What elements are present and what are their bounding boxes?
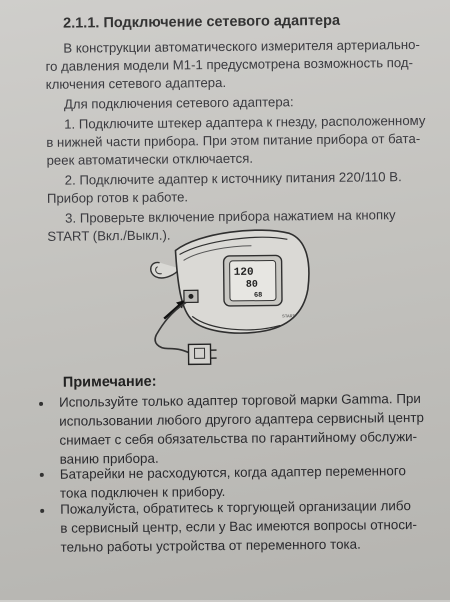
- note-heading: Примечание:: [63, 374, 157, 391]
- step1-line-2: в нижней части прибора. При этом питание прибора от батa-: [46, 130, 420, 152]
- step1-line-1: 1. Подключите штекер адаптера к гнезду, расположенному: [64, 112, 425, 134]
- bullet1-line-2: использовании любого другого адаптера сервисный центр: [59, 408, 424, 431]
- bullet-dot: [39, 402, 43, 406]
- lead-text: Для подключения сетевого адаптера:: [64, 93, 294, 114]
- bullet3-line-1: Пожалуйста, обратитесь к торгующей организации либо: [60, 496, 411, 519]
- device-illustration: [139, 219, 321, 371]
- display-diastolic: 80: [246, 280, 258, 291]
- step2-line-2: Прибор готов к работе.: [47, 188, 188, 208]
- intro-line-3: ключения сетевого адаптера.: [46, 74, 227, 94]
- step1-line-3: реек автоматически отключается.: [46, 150, 253, 171]
- step2-line-1: 2. Подключите адаптер к источнику питания 220/110 В.: [65, 168, 402, 190]
- intro-line-2: го давления модели M1-1 предусмотрена возможность под-: [45, 54, 413, 76]
- display-pulse: 68: [254, 292, 262, 300]
- intro-line-1: В конструкции автоматического измерителя артериально-: [63, 36, 420, 58]
- bullet2-line-1: Батарейки не расходуются, когда адаптер переменного: [60, 461, 406, 484]
- bullet-dot: [40, 509, 44, 513]
- bullet3-line-3: тельно работы устройства от переменного тока.: [60, 535, 360, 557]
- step3-line-2: START (Вкл./Выкл.).: [47, 227, 170, 247]
- display-systolic: 120: [234, 267, 254, 279]
- section-heading: 2.1.1. Подключение сетевого адаптера: [63, 13, 340, 32]
- bullet1-line-4: ванию прибора.: [60, 449, 159, 469]
- step3-line-1: 3. Проверьте включение прибора нажатием на кнопку: [65, 206, 396, 228]
- bullet-dot: [40, 473, 44, 477]
- bullet2-line-2: тока подключен к прибору.: [60, 482, 226, 503]
- bullet1-line-3: снимает с себя обязательства по гарантийному обслужи-: [59, 427, 417, 450]
- start-label: START: [282, 313, 295, 318]
- bullet1-line-1: Используйте только адаптер торговой марки Gamma. При: [59, 389, 421, 412]
- bullet3-line-2: в сервисный центр, если у Вас имеются вопросы относи-: [60, 515, 417, 538]
